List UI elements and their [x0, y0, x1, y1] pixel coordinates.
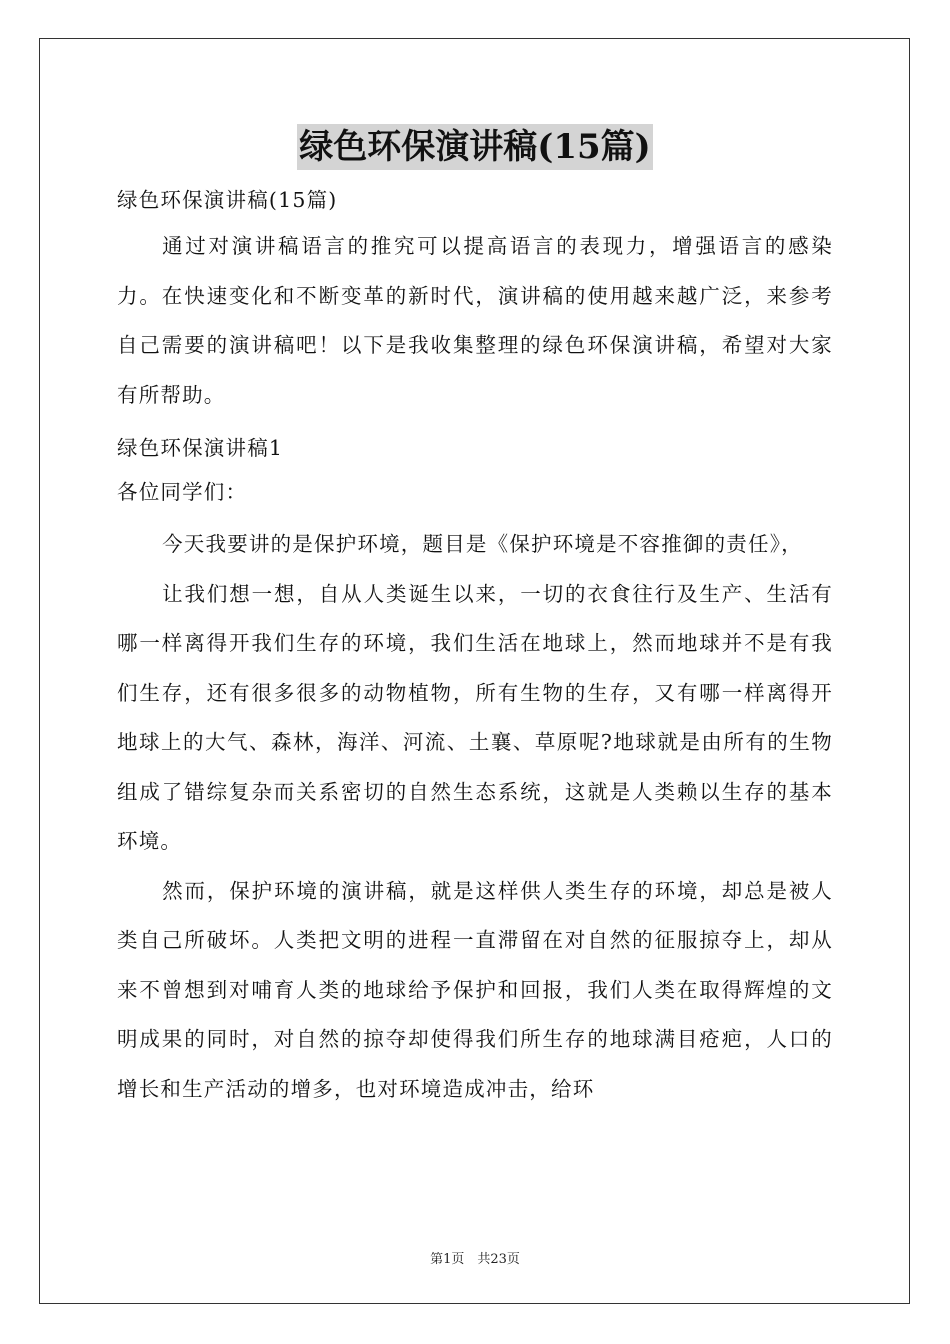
page-number-label: 第1页 共23页 [430, 1252, 520, 1267]
title-container [0, 124, 950, 170]
section-heading: 绿色环保演讲稿1 [117, 436, 284, 460]
body-paragraph-1: 今天我要讲的是保护环境，题目是《保护环境是不容推御的责任》， [162, 532, 803, 556]
intro-paragraph: 通过对演讲稿语言的推究可以提高语言的表现力，增强语言的感染力。在快速变化和不断变革的新时代，演讲稿的使用越来越广泛，来参考自己需要的演讲稿吧！以下是我收集整理的绿色环保演讲稿，希望对大家有所帮助。 [117, 234, 833, 407]
body-paragraph-3: 然而，保护环境的演讲稿，就是这样供人类生存的环境，却总是被人类自己所破坏。人类把文明的进程一直滞留在对自然的征服掠夺上，却从来不曾想到对哺育人类的地球给予保护和回报，我们人类在取得辉煌的文明成果的同时，对自然的掠夺却使得我们所生存的地球满目疮疤，人口的增长和生产活动的增多，也对环境造成冲击，给环 [117, 878, 833, 1101]
document-body [117, 178, 833, 1114]
body-paragraph-2: 让我们想一想，自从人类诞生以来，一切的衣食往行及生产、生活有哪一样离得开我们生存的环境，我们生活在地球上，然而地球并不是有我们生存，还有很多很多的动物植物，所有生物的生存，又有哪一样离得开地球上的大气、森林，海洋、河流、土襄、草原呢?地球就是由所有的生物组成了错综复杂而关系密切的自然生态系统，这就是人类赖以生存的基本环境。 [117, 581, 833, 853]
document-title: 绿色环保演讲稿(15篇) [297, 124, 653, 170]
document-subtitle: 绿色环保演讲稿(15篇) [117, 188, 338, 212]
greeting-line: 各位同学们： [117, 480, 248, 504]
page-footer [0, 1248, 950, 1267]
